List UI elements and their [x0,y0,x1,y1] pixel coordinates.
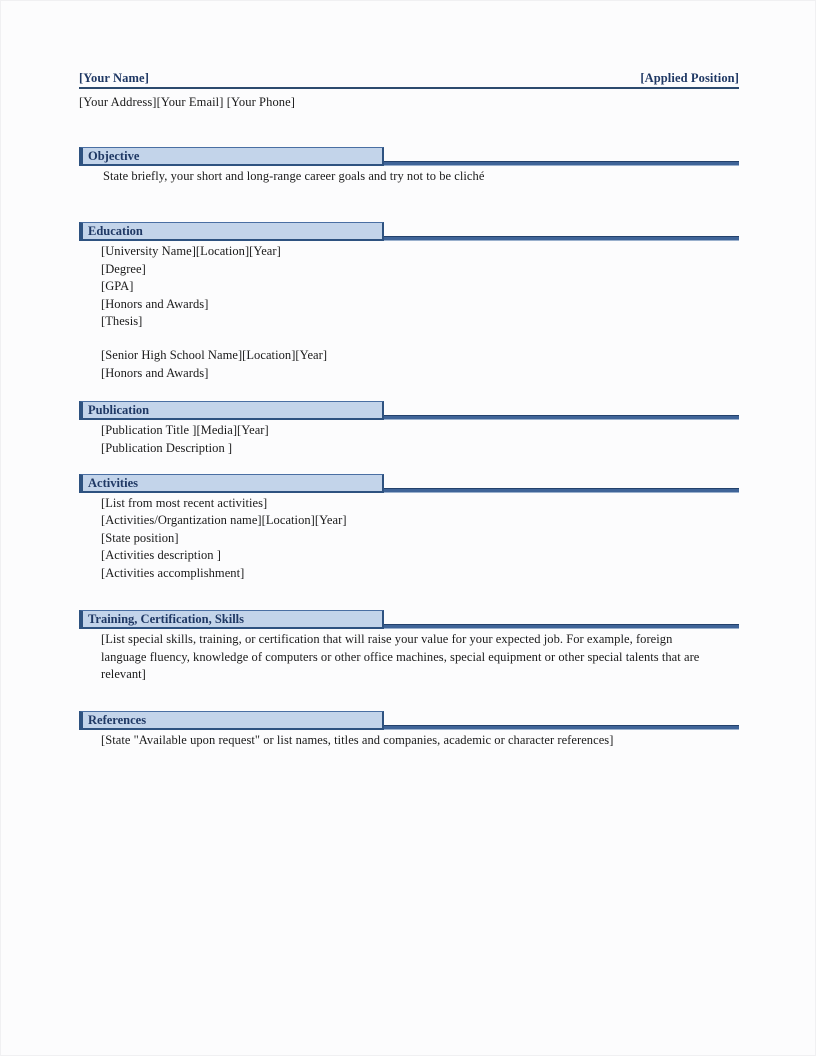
section-objective [79,147,739,185]
body-line: [University Name][Location][Year] [101,244,281,259]
section-body-objective[interactable] [79,166,739,185]
section-title: Activities [88,476,138,491]
body-spacer [101,330,739,347]
body-line: [State "Available upon request" or list names, titles and companies, academic or character references] [101,733,614,748]
section-title: References [88,713,147,728]
section-label-box[interactable] [79,222,384,241]
body-line: [Senior High School Name][Location][Year] [101,348,328,363]
body-line: [Activities accomplishment] [101,565,245,580]
section-label-box[interactable] [79,474,384,493]
section-title: Training, Certification, Skills [88,612,245,627]
section-body-publication[interactable] [79,420,739,457]
section-header-references [79,711,739,730]
section-label-box[interactable] [79,711,384,730]
section-title: Education [88,224,143,239]
resume-content [79,71,739,750]
section-body-education[interactable] [79,241,739,382]
resume-header [79,71,739,89]
section-body-training[interactable] [79,629,739,683]
section-header-training [79,610,739,629]
contact-line[interactable]: [Your Address][Your Email] [Your Phone] [79,95,296,109]
body-line: State briefly, your short and long-range career goals and try not to be cliché [103,169,485,183]
applicant-name[interactable]: [Your Name] [79,71,149,85]
section-label-box[interactable] [79,401,384,420]
section-activities [79,474,739,582]
section-label-box[interactable] [79,147,384,166]
body-line: [List from most recent activities] [101,496,268,511]
body-line: [GPA] [101,279,134,294]
section-header-activities [79,474,739,493]
body-line: [Activities description ] [101,548,221,563]
body-line: [Activities/Organtization name][Location][Year] [101,513,347,528]
section-label-box[interactable] [79,610,384,629]
body-line: [Honors and Awards] [101,296,209,311]
section-references [79,711,739,749]
body-line: [Publication Title ][Media][Year] [101,423,269,438]
section-body-references[interactable] [79,730,739,749]
body-line: [State position] [101,530,179,545]
section-header-objective [79,147,739,166]
body-line: [List special skills, training, or certification that will raise your value for your expected job. For example, foreign language fluency, knowledge of computers or other office machines, special equipment or other special talents that are relevant] [101,632,700,681]
section-training [79,610,739,683]
section-title: Publication [88,403,150,418]
applied-position[interactable]: [Applied Position] [640,71,739,85]
section-body-activities[interactable] [79,493,739,582]
section-header-education [79,222,739,241]
body-line: [Degree] [101,261,146,276]
section-publication [79,401,739,457]
section-header-publication [79,401,739,420]
body-line: [Honors and Awards] [101,365,209,380]
body-line: [Publication Description ] [101,440,233,455]
body-line: [Thesis] [101,314,143,329]
section-title: Objective [88,149,140,163]
section-education [79,222,739,382]
